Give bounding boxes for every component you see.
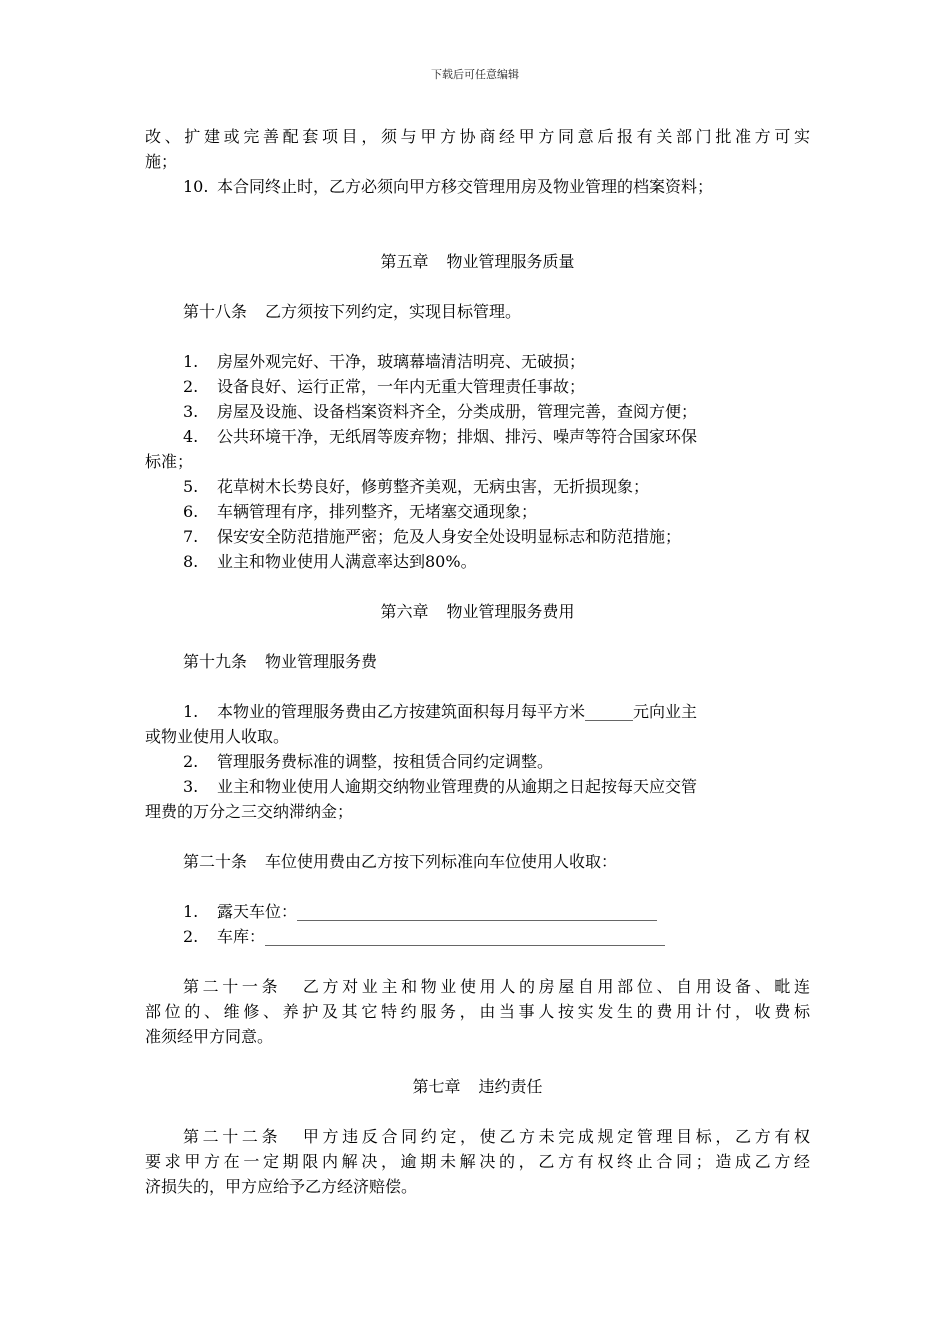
article-22 bbox=[145, 1124, 810, 1149]
list-item bbox=[145, 499, 810, 524]
article-21-line: 准须经甲方同意。 bbox=[145, 1027, 274, 1046]
chapter-name: 物业管理服务费用 bbox=[446, 602, 575, 621]
fill-in-blank: __________________________________________________ bbox=[265, 927, 666, 946]
list-item-10 bbox=[145, 174, 810, 199]
list-item-continuation: 标准； bbox=[145, 452, 194, 471]
chapter-6-heading bbox=[145, 599, 810, 624]
item-text: 管理服务费标准的调整，按租赁合同约定调整。 bbox=[217, 752, 554, 771]
article-20 bbox=[145, 849, 810, 874]
article-text: 乙方对业主和物业使用人的房屋自用部位、自用设备、毗连 bbox=[299, 977, 810, 996]
item-number: 1. bbox=[183, 902, 199, 921]
fee-item bbox=[145, 774, 810, 799]
fee-item-continuation: 理费的万分之三交纳滞纳金； bbox=[145, 802, 354, 821]
fee-item bbox=[145, 699, 810, 724]
chapter-number: 第六章 bbox=[380, 602, 429, 621]
item-number: 2. bbox=[183, 752, 199, 771]
item-number: 5. bbox=[183, 477, 199, 496]
article-text: 车位使用费由乙方按下列标准向车位使用人收取： bbox=[265, 852, 618, 871]
document-body bbox=[145, 124, 810, 1199]
item-label: 车库： bbox=[217, 927, 266, 946]
page-header: 下载后可任意编辑 bbox=[431, 68, 519, 81]
item-number: 8. bbox=[183, 552, 199, 571]
item-number: 3. bbox=[183, 402, 199, 421]
item-number: 3. bbox=[183, 777, 199, 796]
list-item bbox=[145, 349, 810, 374]
item-number: 2. bbox=[183, 377, 199, 396]
list-item bbox=[145, 424, 810, 449]
item-number: 1. bbox=[183, 352, 199, 371]
article-text: 物业管理服务费 bbox=[265, 652, 378, 671]
article-21-line: 部位的、维修、养护及其它特约服务，由当事人按实发生的费用计付，收费标 bbox=[145, 1002, 810, 1021]
article-18 bbox=[145, 299, 810, 324]
item-text: 房屋及设施、设备档案资料齐全，分类成册，管理完善，查阅方便； bbox=[217, 402, 698, 421]
item-text: 设备良好、运行正常，一年内无重大管理责任事故； bbox=[217, 377, 586, 396]
parking-item bbox=[145, 924, 810, 949]
list-item bbox=[145, 549, 810, 574]
item-text: 本合同终止时，乙方必须向甲方移交管理用房及物业管理的档案资料； bbox=[217, 177, 714, 196]
article-label: 第十九条 bbox=[183, 652, 248, 671]
parking-item bbox=[145, 899, 810, 924]
article-19 bbox=[145, 649, 810, 674]
chapter-7-heading bbox=[145, 1074, 810, 1099]
chapter-number: 第五章 bbox=[380, 252, 429, 271]
fill-in-blank: _____________________________________________ bbox=[297, 902, 658, 921]
item-number: 2. bbox=[183, 927, 199, 946]
fee-item bbox=[145, 749, 810, 774]
chapter-name: 物业管理服务质量 bbox=[446, 252, 575, 271]
item-text: 保安安全防范措施严密；危及人身安全处设明显标志和防范措施； bbox=[217, 527, 682, 546]
item-text: 车辆管理有序，排列整齐，无堵塞交通现象； bbox=[217, 502, 538, 521]
item-text: 花草树木长势良好，修剪整齐美观，无病虫害，无折损现象； bbox=[217, 477, 650, 496]
article-text: 乙方须按下列约定，实现目标管理。 bbox=[265, 302, 522, 321]
continuation-line-end: 施； bbox=[145, 152, 178, 171]
item-number: 7. bbox=[183, 527, 199, 546]
list-item bbox=[145, 524, 810, 549]
article-22-line: 要求甲方在一定期限内解决，逾期未解决的，乙方有权终止合同；造成乙方经 bbox=[145, 1152, 810, 1171]
item-text: 公共环境干净，无纸屑等废弃物；排烟、排污、噪声等符合国家环保 bbox=[217, 427, 698, 446]
item-label: 露天车位： bbox=[217, 902, 298, 921]
item-text: 业主和物业使用人满意率达到80%。 bbox=[217, 552, 477, 571]
item-number: 10. bbox=[183, 177, 209, 196]
article-label: 第十八条 bbox=[183, 302, 248, 321]
item-text: 元向业主 bbox=[633, 702, 698, 721]
item-text: 业主和物业使用人逾期交纳物业管理费的从逾期之日起按每天应交管 bbox=[217, 777, 698, 796]
chapter-number: 第七章 bbox=[412, 1077, 461, 1096]
list-item bbox=[145, 399, 810, 424]
article-label: 第二十一条 bbox=[183, 977, 282, 996]
item-text: 本物业的管理服务费由乙方按建筑面积每月每平方米 bbox=[217, 702, 586, 721]
item-number: 4. bbox=[183, 427, 199, 446]
item-number: 1. bbox=[183, 702, 199, 721]
chapter-5-heading bbox=[145, 249, 810, 274]
article-label: 第二十条 bbox=[183, 852, 248, 871]
continuation-line: 改、扩建或完善配套项目，须与甲方协商经甲方同意后报有关部门批准方可实 bbox=[145, 127, 810, 146]
chapter-name: 违约责任 bbox=[478, 1077, 543, 1096]
list-item bbox=[145, 374, 810, 399]
fill-in-blank: ______ bbox=[585, 702, 634, 721]
item-text: 房屋外观完好、干净，玻璃幕墙清洁明亮、无破损； bbox=[217, 352, 586, 371]
fee-item-continuation: 或物业使用人收取。 bbox=[145, 727, 290, 746]
item-number: 6. bbox=[183, 502, 199, 521]
article-text: 甲方违反合同约定，使乙方未完成规定管理目标，乙方有权 bbox=[299, 1127, 810, 1146]
article-22-line: 济损失的，甲方应给予乙方经济赔偿。 bbox=[145, 1177, 418, 1196]
article-label: 第二十二条 bbox=[183, 1127, 282, 1146]
article-21 bbox=[145, 974, 810, 999]
list-item bbox=[145, 474, 810, 499]
